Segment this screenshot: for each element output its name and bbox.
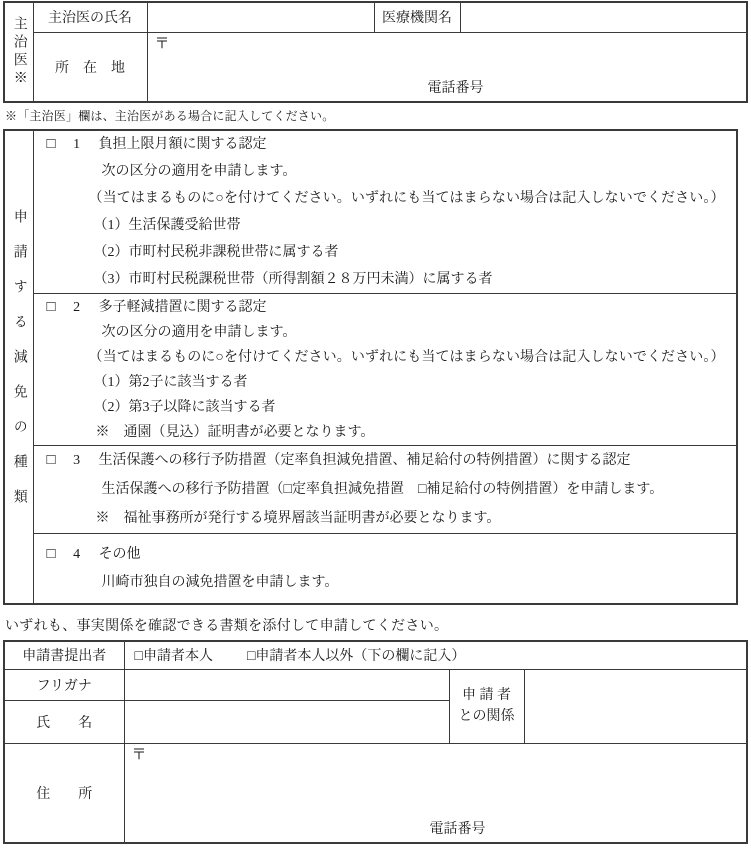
exemption-item-2 bbox=[33, 294, 737, 446]
doctor-side-label: 主治医※ bbox=[4, 2, 33, 102]
submitter-label: 申請書提出者 bbox=[4, 641, 124, 669]
item-1-number: 1 bbox=[73, 137, 81, 152]
institution-field[interactable] bbox=[460, 2, 747, 32]
exemption-table bbox=[3, 129, 738, 605]
item-2-number: 2 bbox=[73, 299, 81, 315]
exemption-item-4 bbox=[33, 534, 737, 604]
item-4-title: その他 bbox=[98, 546, 141, 562]
item-2-note: ※ 通園（見込）証明書が必要となります。 bbox=[95, 424, 375, 440]
relation-field[interactable] bbox=[524, 669, 747, 743]
item-1-option-2[interactable]: （2）市町村民税非課税世帯に属する者 bbox=[93, 245, 339, 260]
item-3-line[interactable]: 生活保護への移行予防措置（□定率負担減免措置 □補足給付の特例措置）を申請します。 bbox=[101, 482, 664, 497]
name-label: 氏 名 bbox=[4, 700, 124, 743]
option-applicant-other[interactable]: □申請者本人以外（下の欄に記入） bbox=[246, 649, 466, 665]
attachment-note: いずれも、事実関係を確認できる書類を添付して申請してください。 bbox=[5, 619, 449, 634]
doctor-row-2 bbox=[4, 32, 747, 102]
doctor-table bbox=[3, 1, 748, 103]
item-2-title: 多子軽減措置に関する認定 bbox=[98, 299, 267, 315]
doctor-phone-label: 電話番号 bbox=[427, 81, 484, 96]
address-field[interactable] bbox=[124, 743, 747, 843]
item-1-option-1[interactable]: （1）生活保護受給世帯 bbox=[93, 218, 241, 233]
exemption-item-3 bbox=[33, 446, 737, 534]
item-2-option-2[interactable]: （2）第3子以降に該当する者 bbox=[93, 399, 276, 415]
item-2-option-1[interactable]: （1）第2子に該当する者 bbox=[93, 374, 248, 390]
submitter-table bbox=[3, 640, 748, 844]
item-3-note: ※ 福祉事務所が発行する境界層該当証明書が必要となります。 bbox=[95, 511, 501, 526]
item-1-title: 負担上限月額に関する認定 bbox=[98, 137, 267, 152]
item-4-number: 4 bbox=[73, 546, 81, 562]
furigana-label: フリガナ bbox=[4, 669, 124, 700]
doctor-name-label: 主治医の氏名 bbox=[33, 2, 147, 32]
item-3-number: 3 bbox=[73, 453, 81, 468]
doctor-address-field[interactable] bbox=[147, 32, 747, 102]
address-label: 住 所 bbox=[4, 743, 124, 843]
postal-mark: 〒 bbox=[154, 35, 170, 52]
item-1-checkbox[interactable]: □ bbox=[46, 136, 56, 152]
exemption-row-4 bbox=[4, 534, 737, 604]
item-1-option-3[interactable]: （3）市町村民税課税世帯（所得割額２８万円未満）に属する者 bbox=[93, 272, 493, 287]
exemption-item-1 bbox=[33, 130, 737, 294]
item-4-line: 川崎市独自の減免措置を申請します。 bbox=[101, 574, 339, 590]
postal-mark: 〒 bbox=[131, 746, 147, 763]
submitter-options-cell bbox=[124, 641, 747, 669]
name-field[interactable] bbox=[124, 700, 449, 743]
submitter-row-furigana bbox=[4, 669, 747, 700]
item-1-line: （当てはまるものに○を付けてください。いずれにも当てはまらない場合は記入しないでください。） bbox=[88, 191, 725, 206]
exemption-row-1 bbox=[4, 130, 737, 294]
exemption-row-3 bbox=[4, 446, 737, 534]
doctor-note: ※「主治医」欄は、主治医がある場合に記入してください。 bbox=[5, 109, 335, 123]
item-3-title: 生活保護への移行予防措置（定率負担減免措置、補足給付の特例措置）に関する認定 bbox=[98, 453, 631, 468]
doctor-address-label: 所 在 地 bbox=[33, 32, 147, 102]
exemption-side-label: 申請する減免の種類 bbox=[4, 130, 33, 604]
exemption-row-2 bbox=[4, 294, 737, 446]
relation-label: 申 請 者 との関係 bbox=[449, 669, 524, 743]
institution-label: 医療機関名 bbox=[374, 2, 460, 32]
furigana-field[interactable] bbox=[124, 669, 449, 700]
item-2-line: 次の区分の適用を申請します。 bbox=[101, 324, 297, 340]
item-2-checkbox[interactable]: □ bbox=[46, 298, 56, 315]
doctor-name-field[interactable] bbox=[147, 2, 374, 32]
item-3-checkbox[interactable]: □ bbox=[46, 452, 56, 468]
submitter-row-address bbox=[4, 743, 747, 843]
item-1-line: 次の区分の適用を申請します。 bbox=[101, 164, 297, 179]
option-applicant-self[interactable]: □申請者本人 bbox=[134, 649, 213, 665]
submitter-phone-label: 電話番号 bbox=[429, 822, 486, 837]
doctor-row-1 bbox=[4, 2, 747, 32]
submitter-row-1 bbox=[4, 641, 747, 669]
item-4-checkbox[interactable]: □ bbox=[46, 545, 56, 562]
item-2-line: （当てはまるものに○を付けてください。いずれにも当てはまらない場合は記入しないでください。） bbox=[88, 349, 725, 365]
